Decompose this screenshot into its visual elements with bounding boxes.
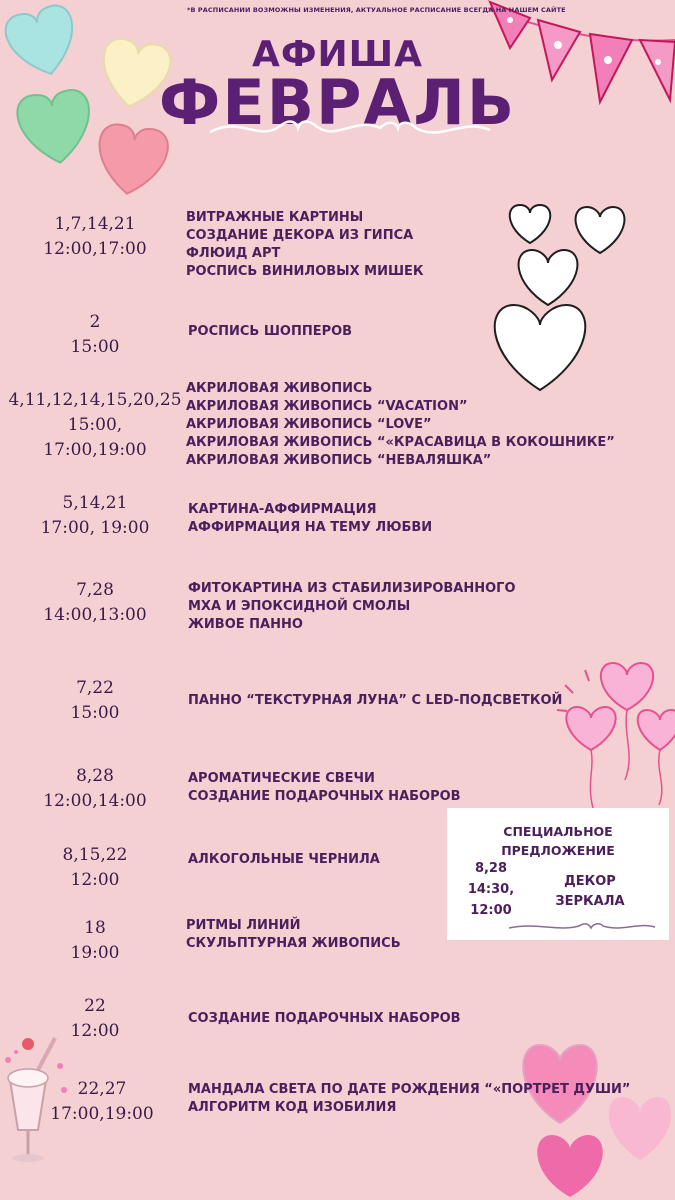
special-offer-title: СПЕЦИАЛЬНОЕ ПРЕДЛОЖЕНИЕ: [501, 824, 615, 858]
special-offer-event: ДЕКОР ЗЕРКАЛА: [555, 874, 625, 909]
schedule-row-11-events: МАНДАЛА СВЕТА ПО ДАТЕ РОЖДЕНИЯ “«ПОРТРЕТ ДУШИ” АЛГОРИТМ КОД ИЗОБИЛИЯ: [188, 1082, 631, 1115]
schedule-row-7-dates: 8,28 12:00,14:00: [43, 766, 147, 811]
heart-outline-icon: [576, 207, 625, 253]
schedule-row-10-events: СОЗДАНИЕ ПОДАРОЧНЫХ НАБОРОВ: [188, 1011, 461, 1026]
heart-outline-icon: [510, 205, 550, 243]
pink-hearts-decoration: [510, 1035, 675, 1200]
balloon-heart-icon: [601, 663, 653, 710]
special-offer-box: [447, 808, 669, 940]
schedule-row-3-events: АКРИЛОВАЯ ЖИВОПИСЬ АКРИЛОВАЯ ЖИВОПИСЬ “VACATION” АКРИЛОВАЯ ЖИВОПИСЬ “LOVE” АКРИЛОВАЯ ЖИВОПИСЬ “«КРАСАВИЦА В КОКОШНИКЕ” АКРИЛОВАЯ ЖИВОПИСЬ “НЕВАЛЯШКА”: [186, 381, 615, 468]
schedule-row-1-dates: 1,7,14,21 12:00,17:00: [43, 214, 147, 259]
schedule-row-5-dates: 7,28 14:00,13:00: [43, 580, 147, 625]
schedule-row-8-dates: 8,15,22 12:00: [62, 845, 128, 890]
schedule-row-6-events: ПАННО “ТЕКСТУРНАЯ ЛУНА” С LED-ПОДСВЕТКОЙ: [188, 693, 563, 708]
white-hearts-decoration: [470, 195, 640, 395]
schedule-row-1-events: ВИТРАЖНЫЕ КАРТИНЫ СОЗДАНИЕ ДЕКОРА ИЗ ГИПСА ФЛЮИД АРТ РОСПИСЬ ВИНИЛОВЫХ МИШЕК: [186, 210, 424, 279]
special-offer-date: 8,28 14:30, 12:00: [467, 861, 515, 918]
balloon-heart-icon: [566, 707, 615, 750]
special-offer-underline: [507, 920, 657, 934]
schedule-row-2-events: РОСПИСЬ ШОППЕРОВ: [188, 324, 353, 339]
schedule-row-10-dates: 22 12:00: [70, 996, 120, 1041]
balloon-heart-icon: [638, 710, 675, 750]
schedule-row-2-dates: 2 15:00: [70, 312, 120, 357]
schedule-row-9-dates: 18 19:00: [70, 918, 120, 963]
schedule-row-8-events: АЛКОГОЛЬНЫЕ ЧЕРНИЛА: [188, 852, 380, 867]
schedule-row-4-dates: 5,14,21 17:00, 19:00: [40, 493, 150, 538]
page-title-month: ФЕВРАЛЬ: [158, 66, 517, 139]
title-underline-hearts: [200, 112, 500, 144]
schedule-change-note: *В РАСПИСАНИИ ВОЗМОЖНЫ ИЗМЕНЕНИЯ, АКТУАЛЬНОЕ РАСПИСАНИЕ ВСЕГДА НА НАШЕМ САЙТЕ: [187, 6, 566, 14]
schedule-row-6-dates: 7,22 15:00: [70, 678, 120, 723]
heart-outline-icon: [495, 305, 586, 390]
schedule-row-7-events: АРОМАТИЧЕСКИЕ СВЕЧИ СОЗДАНИЕ ПОДАРОЧНЫХ НАБОРОВ: [188, 771, 461, 804]
page-title-small: АФИША: [251, 34, 424, 75]
schedule-row-3-dates: 4,11,12,14,15,20,25 15:00, 17:00,19:00: [8, 390, 182, 460]
schedule-row-4-events: КАРТИНА-АФФИРМАЦИЯ АФФИРМАЦИЯ НА ТЕМУ ЛЮБВИ: [188, 502, 433, 535]
balloon-hearts-decoration: [555, 655, 675, 820]
heart-icon: [537, 1135, 602, 1197]
schedule-row-5-events: ФИТОКАРТИНА ИЗ СТАБИЛИЗИРОВАННОГО МХА И ЭПОКСИДНОЙ СМОЛЫ ЖИВОЕ ПАННО: [188, 581, 516, 632]
schedule-row-9-events: РИТМЫ ЛИНИЙ СКУЛЬПТУРНАЯ ЖИВОПИСЬ: [186, 918, 401, 951]
schedule-row-11-dates: 22,27 17:00,19:00: [50, 1079, 154, 1124]
heart-outline-icon: [519, 250, 578, 305]
